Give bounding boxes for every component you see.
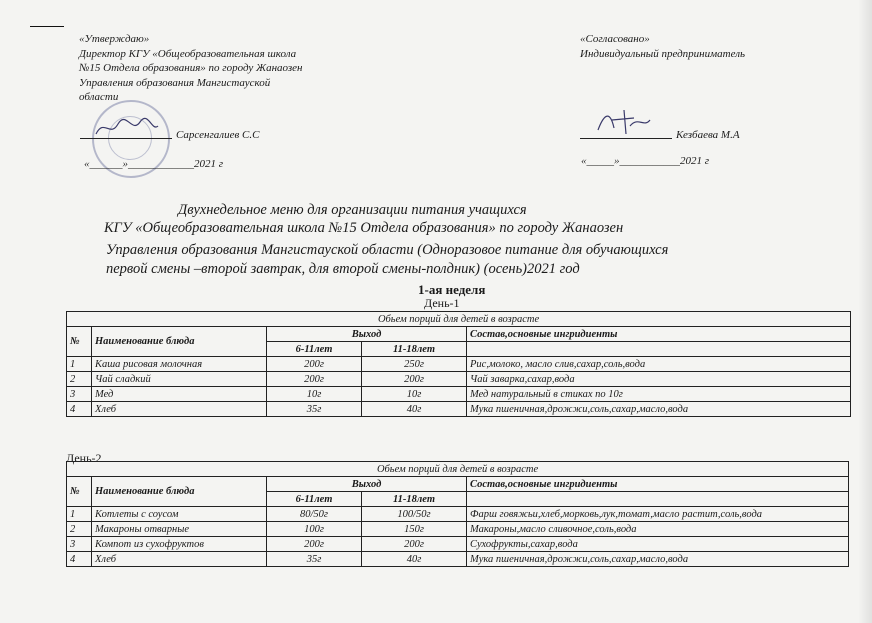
row-num: 2 xyxy=(67,372,92,387)
output-header: Выход xyxy=(267,477,467,492)
portion-cell: 250г xyxy=(362,357,467,372)
age-header: 11-18лет xyxy=(362,492,467,507)
table-row xyxy=(67,507,849,522)
ingredients-cell: Мука пшеничная,дрожжи,соль,сахар,масло,вода xyxy=(467,552,849,567)
blank-cell xyxy=(467,492,849,507)
portion-cell: 10г xyxy=(362,387,467,402)
agreement-line: «Согласовано» xyxy=(580,33,650,45)
portion-header: Обьем порций для детей в возрасте xyxy=(67,312,851,327)
dish-cell: Котлеты с соусом xyxy=(92,507,267,522)
agreement-block xyxy=(580,32,745,61)
row-num: 1 xyxy=(67,507,92,522)
portion-cell: 100г xyxy=(267,522,362,537)
output-header: Выход xyxy=(267,327,467,342)
dish-header: Наименование блюда xyxy=(92,477,267,507)
row-num: 2 xyxy=(67,522,92,537)
ingredients-cell: Фарш говяжьи,хлеб,морковь,лук,томат,масло растит,соль,вода xyxy=(467,507,849,522)
portion-cell: 100/50г xyxy=(362,507,467,522)
table-row xyxy=(67,372,851,387)
portion-cell: 200г xyxy=(362,372,467,387)
entrepreneur-name: Кезбаева М.А xyxy=(676,129,740,141)
menu-table-day1 xyxy=(66,311,851,417)
table-row xyxy=(67,402,851,417)
age-header: 6-11лет xyxy=(267,492,362,507)
title-line: Двухнедельное меню для организации питания учащихся xyxy=(178,202,527,218)
age-header: 11-18лет xyxy=(362,342,467,357)
signature-icon xyxy=(92,114,162,140)
approval-line: «Утверждаю» xyxy=(79,33,150,45)
dish-cell: Хлеб xyxy=(92,552,267,567)
dish-cell: Компот из сухофруктов xyxy=(92,537,267,552)
week-label: 1-ая неделя xyxy=(418,282,486,297)
portion-cell: 150г xyxy=(362,522,467,537)
ingredients-cell: Макароны,масло сливочное,соль,вода xyxy=(467,522,849,537)
row-num: 3 xyxy=(67,537,92,552)
agreement-line: Индивидуальный предприниматель xyxy=(580,47,746,60)
table-row xyxy=(67,387,851,402)
signature-icon xyxy=(594,106,654,138)
title-line: первой смены –второй завтрак, для второй смены-полдник) (осень)2021 год xyxy=(106,261,580,277)
row-num: 1 xyxy=(67,357,92,372)
ingredients-cell: Мед натуральный в стиках по 10г xyxy=(467,387,851,402)
table-row xyxy=(67,552,849,567)
top-rule xyxy=(30,26,64,27)
agreement-date: «_____»___________2021 г xyxy=(581,155,710,167)
approval-line: Директор КГУ «Общеобразовательная школа xyxy=(79,47,297,60)
table-row xyxy=(67,522,849,537)
portion-cell: 40г xyxy=(362,402,467,417)
ingredients-cell: Чай заварка,сахар,вода xyxy=(467,372,851,387)
row-num: 4 xyxy=(67,552,92,567)
portion-cell: 200г xyxy=(267,372,362,387)
page-edge-shadow xyxy=(858,0,872,623)
blank-cell xyxy=(467,342,851,357)
day-label: День-2 xyxy=(66,451,102,465)
dish-cell: Макароны отварные xyxy=(92,522,267,537)
signature-line xyxy=(580,138,672,139)
portion-cell: 40г xyxy=(362,552,467,567)
num-header: № xyxy=(67,327,92,357)
approval-line: Управления образования Мангистауской xyxy=(79,76,271,89)
dish-cell: Чай сладкий xyxy=(92,372,267,387)
dish-cell: Хлеб xyxy=(92,402,267,417)
ingredients-header: Состав,основные ингридиенты xyxy=(467,327,851,342)
ingredients-cell: Рис,молоко, масло слив,сахар,соль,вода xyxy=(467,357,851,372)
approval-line: №15 Отдела образования» по городу Жанаозен xyxy=(79,62,303,74)
portion-cell: 10г xyxy=(267,387,362,402)
day-label: День-1 xyxy=(424,296,460,310)
row-num: 4 xyxy=(67,402,92,417)
portion-cell: 80/50г xyxy=(267,507,362,522)
dish-cell: Каша рисовая молочная xyxy=(92,357,267,372)
num-header: № xyxy=(67,477,92,507)
portion-cell: 200г xyxy=(267,357,362,372)
portion-header: Обьем порций для детей в возрасте xyxy=(67,462,849,477)
portion-cell: 200г xyxy=(362,537,467,552)
ingredients-cell: Мука пшеничная,дрожжи,соль,сахар,масло,вода xyxy=(467,402,851,417)
age-header: 6-11лет xyxy=(267,342,362,357)
approval-line: области xyxy=(79,91,119,103)
menu-table-day2 xyxy=(66,461,849,567)
table-row xyxy=(67,537,849,552)
approval-block xyxy=(79,32,303,105)
dish-header: Наименование блюда xyxy=(92,327,267,357)
portion-cell: 200г xyxy=(267,537,362,552)
portion-cell: 35г xyxy=(267,552,362,567)
title-line: Управления образования Мангистауской области (Одноразовое питание для обучающихся xyxy=(106,242,669,258)
row-num: 3 xyxy=(67,387,92,402)
title-line: КГУ «Общеобразовательная школа №15 Отдела образования» по городу Жанаозен xyxy=(104,220,624,236)
dish-cell: Мед xyxy=(92,387,267,402)
approval-date: «______»____________2021 г xyxy=(84,158,224,170)
ingredients-cell: Сухофрукты,сахар,вода xyxy=(467,537,849,552)
director-name: Сарсенгалиев С.С xyxy=(176,129,260,141)
portion-cell: 35г xyxy=(267,402,362,417)
ingredients-header: Состав,основные ингридиенты xyxy=(467,477,849,492)
table-row xyxy=(67,357,851,372)
